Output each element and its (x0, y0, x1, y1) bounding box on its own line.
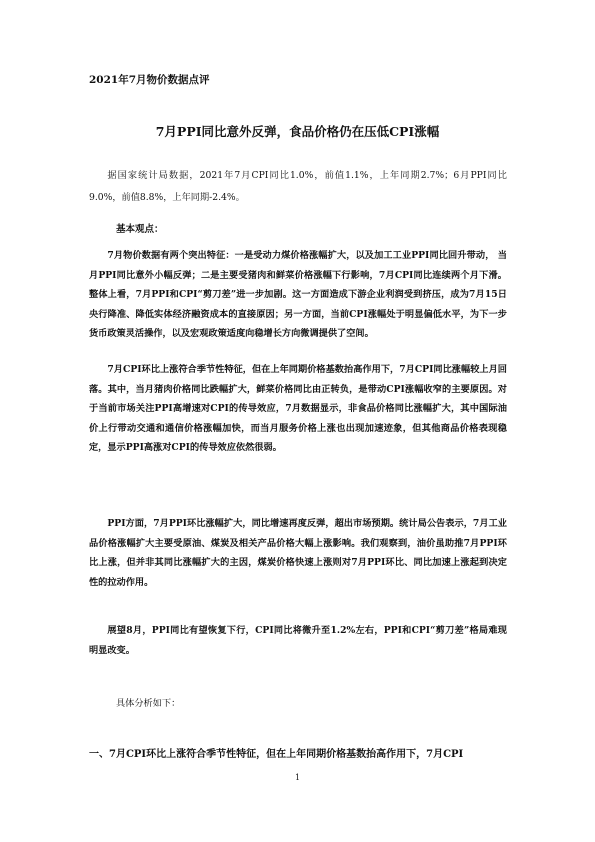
source-paragraph: 据国家统计局数据，2021年7月CPI同比1.0%，前值1.1%，上年同期2.7%；6月PPI同比9.0%，前值8.8%，上年同期-2.4%。 (89, 170, 507, 203)
report-title: 7月PPI同比意外反弹，食品价格仍在压低CPI涨幅 (155, 124, 440, 139)
basic-views-heading: 基本观点： (116, 224, 164, 235)
section-heading: 一、7月CPI环比上涨符合季节性特征，但在上年同期价格基数抬高作用下，7月CPI (89, 749, 464, 760)
point-paragraph: 7月CPI环比上涨符合季节性特征，但在上年同期价格基数抬高作用下，7月CPI同比涨幅较上月回落。其中，当月猪肉价格同比跌幅扩大，鲜菜价格同比由正转负，是带动CPI涨幅收窄的主要原因。对于当前市场关注PPI高增速对CPI的传导效应，7月数据显示，非食品价格同比涨幅扩大，其中国际油价上行带动交通和通信价格涨幅加快，而当月服务价格上涨也出现加速迹象，但其他商品价格表现稳定，显示PPI高涨对CPI的传导效应依然很弱。 (89, 364, 507, 453)
report-kicker: 2021年7月物价数据点评 (89, 74, 210, 86)
page-number: 1 (294, 773, 301, 782)
point-paragraph: 7月物价数据有两个突出特征：一是受动力煤价格涨幅扩大，以及加工工业PPI同比回升带动， 当月PPI同比意外小幅反弹；二是主要受猪肉和鲜菜价格涨幅下行影响，7月CPI同比连续两个月下滑。整体上看，7月PPI和CPI“剪刀差”进一步加剧。这一方面造成下游企业利润受到挤压，成为7月15日央行降准、降低实体经济融资成本的直接原因；另一方面，当前CPI涨幅处于明显偏低水平，为下一步货币政策灵活操作，以及宏观政策适度向稳增长方向微调提供了空间。 (89, 250, 507, 339)
point-paragraph: PPI方面，7月PPI环比涨幅扩大，同比增速再度反弹，超出市场预期。统计局公告表示，7月工业品价格涨幅扩大主要受原油、煤炭及相关产品价格大幅上涨影响。我们观察到，油价虽助推7月PPI环比上涨，但并非其同比涨幅扩大的主因，煤炭价格快速上涨则对7月PPI环比、同比加速上涨起到决定性的拉动作用。 (89, 518, 507, 588)
point-paragraph: 展望8月，PPI同比有望恢复下行，CPI同比将微升至1.2%左右，PPI和CPI“剪刀差”格局难现明显改变。 (89, 625, 507, 656)
analysis-intro: 具体分析如下： (116, 698, 181, 709)
